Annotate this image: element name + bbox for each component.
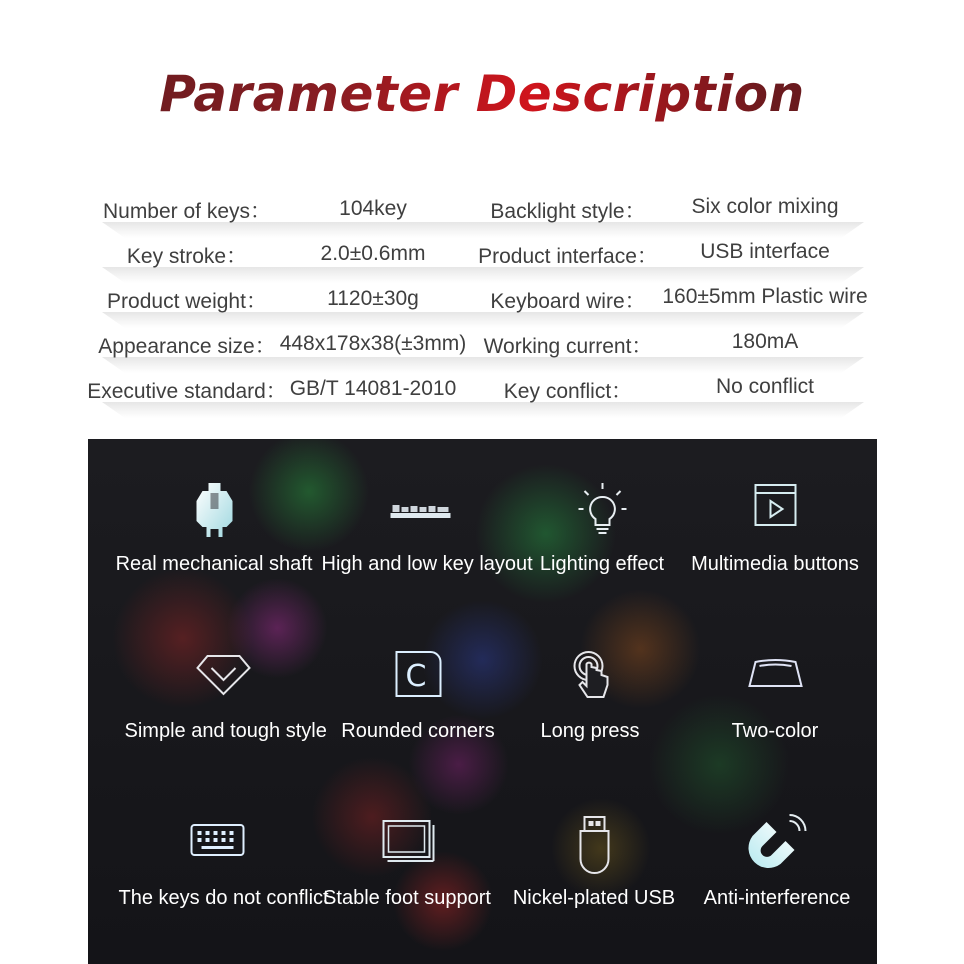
- feature-keys-no-conflict: [118, 813, 329, 910]
- spec-label: Key stroke：: [126, 245, 248, 268]
- feature-nickel-plated-usb: [496, 813, 693, 910]
- stand-support-icon: [375, 813, 439, 877]
- feature-label: Anti-interference: [703, 887, 851, 909]
- feature-label: Simple and tough style: [124, 720, 327, 742]
- feature-anti-interference: [679, 813, 876, 910]
- lightbulb-icon: [570, 479, 634, 543]
- feature-label: Long press: [540, 720, 640, 742]
- multimedia-play-icon: [743, 479, 807, 543]
- spec-value: 180mA: [731, 330, 799, 353]
- spec-label: Appearance size：: [98, 335, 276, 358]
- spec-label: Executive standard：: [87, 380, 287, 403]
- svg-text:C: C: [405, 659, 426, 694]
- spec-value: 160±5mm Plastic wire: [662, 285, 868, 308]
- feature-lighting-effect: [504, 479, 701, 576]
- feature-label: The keys do not conflict: [118, 887, 329, 909]
- spec-label: Keyboard wire：: [490, 290, 646, 313]
- spec-value: 2.0±0.6mm: [320, 242, 426, 265]
- feature-label: Nickel-plated USB: [512, 887, 676, 909]
- spec-label: Number of keys：: [102, 200, 272, 223]
- features-panel: [88, 439, 877, 964]
- feature-label: Real mechanical shaft: [115, 553, 313, 575]
- feature-two-color: [677, 646, 874, 743]
- feature-stable-foot-support: [309, 813, 506, 910]
- spec-value: Six color mixing: [691, 195, 839, 218]
- spec-value: GB/T 14081-2010: [289, 377, 457, 400]
- feature-multimedia-buttons: [677, 479, 874, 576]
- keycap-two-color-icon: [743, 646, 807, 710]
- feature-label: Stable foot support: [323, 887, 491, 909]
- feature-label: High and low key layout: [321, 553, 533, 575]
- feature-label: Rounded corners: [341, 720, 495, 742]
- spec-label: Product interface：: [478, 245, 658, 268]
- finger-press-icon: [558, 646, 622, 710]
- spec-label: Product weight：: [107, 290, 267, 313]
- magnet-signal-icon: [745, 813, 809, 877]
- feature-rounded-corners: [320, 646, 517, 743]
- feature-simple-tough-style: [124, 646, 327, 743]
- diamond-check-icon: [191, 646, 255, 710]
- mechanical-switch-icon: [182, 479, 246, 543]
- spec-value: USB interface: [700, 240, 830, 263]
- feature-long-press: [492, 646, 689, 743]
- rounded-corner-icon: [386, 646, 450, 710]
- feature-real-mechanical-shaft: [116, 479, 313, 576]
- feature-label: Lighting effect: [539, 553, 665, 575]
- usb-plug-icon: [562, 813, 626, 877]
- spec-value: 448x178x38(±3mm): [279, 332, 467, 355]
- page-title: Parameter Description: [0, 58, 964, 130]
- spec-value: No conflict: [715, 375, 815, 398]
- feature-high-low-key-layout: [321, 479, 533, 576]
- spec-table: [0, 0, 964, 420]
- feature-label: Two-color: [731, 720, 819, 742]
- spec-label: Key conflict：: [503, 380, 633, 403]
- spec-label: Backlight style：: [490, 200, 646, 223]
- spec-value: 104key: [339, 197, 407, 220]
- keyboard-icon: [185, 813, 249, 877]
- spec-label: Working current：: [483, 335, 653, 358]
- spec-value: 1120±30g: [327, 287, 419, 310]
- feature-label: Multimedia buttons: [691, 553, 859, 575]
- keycap-row-icon: [388, 479, 452, 543]
